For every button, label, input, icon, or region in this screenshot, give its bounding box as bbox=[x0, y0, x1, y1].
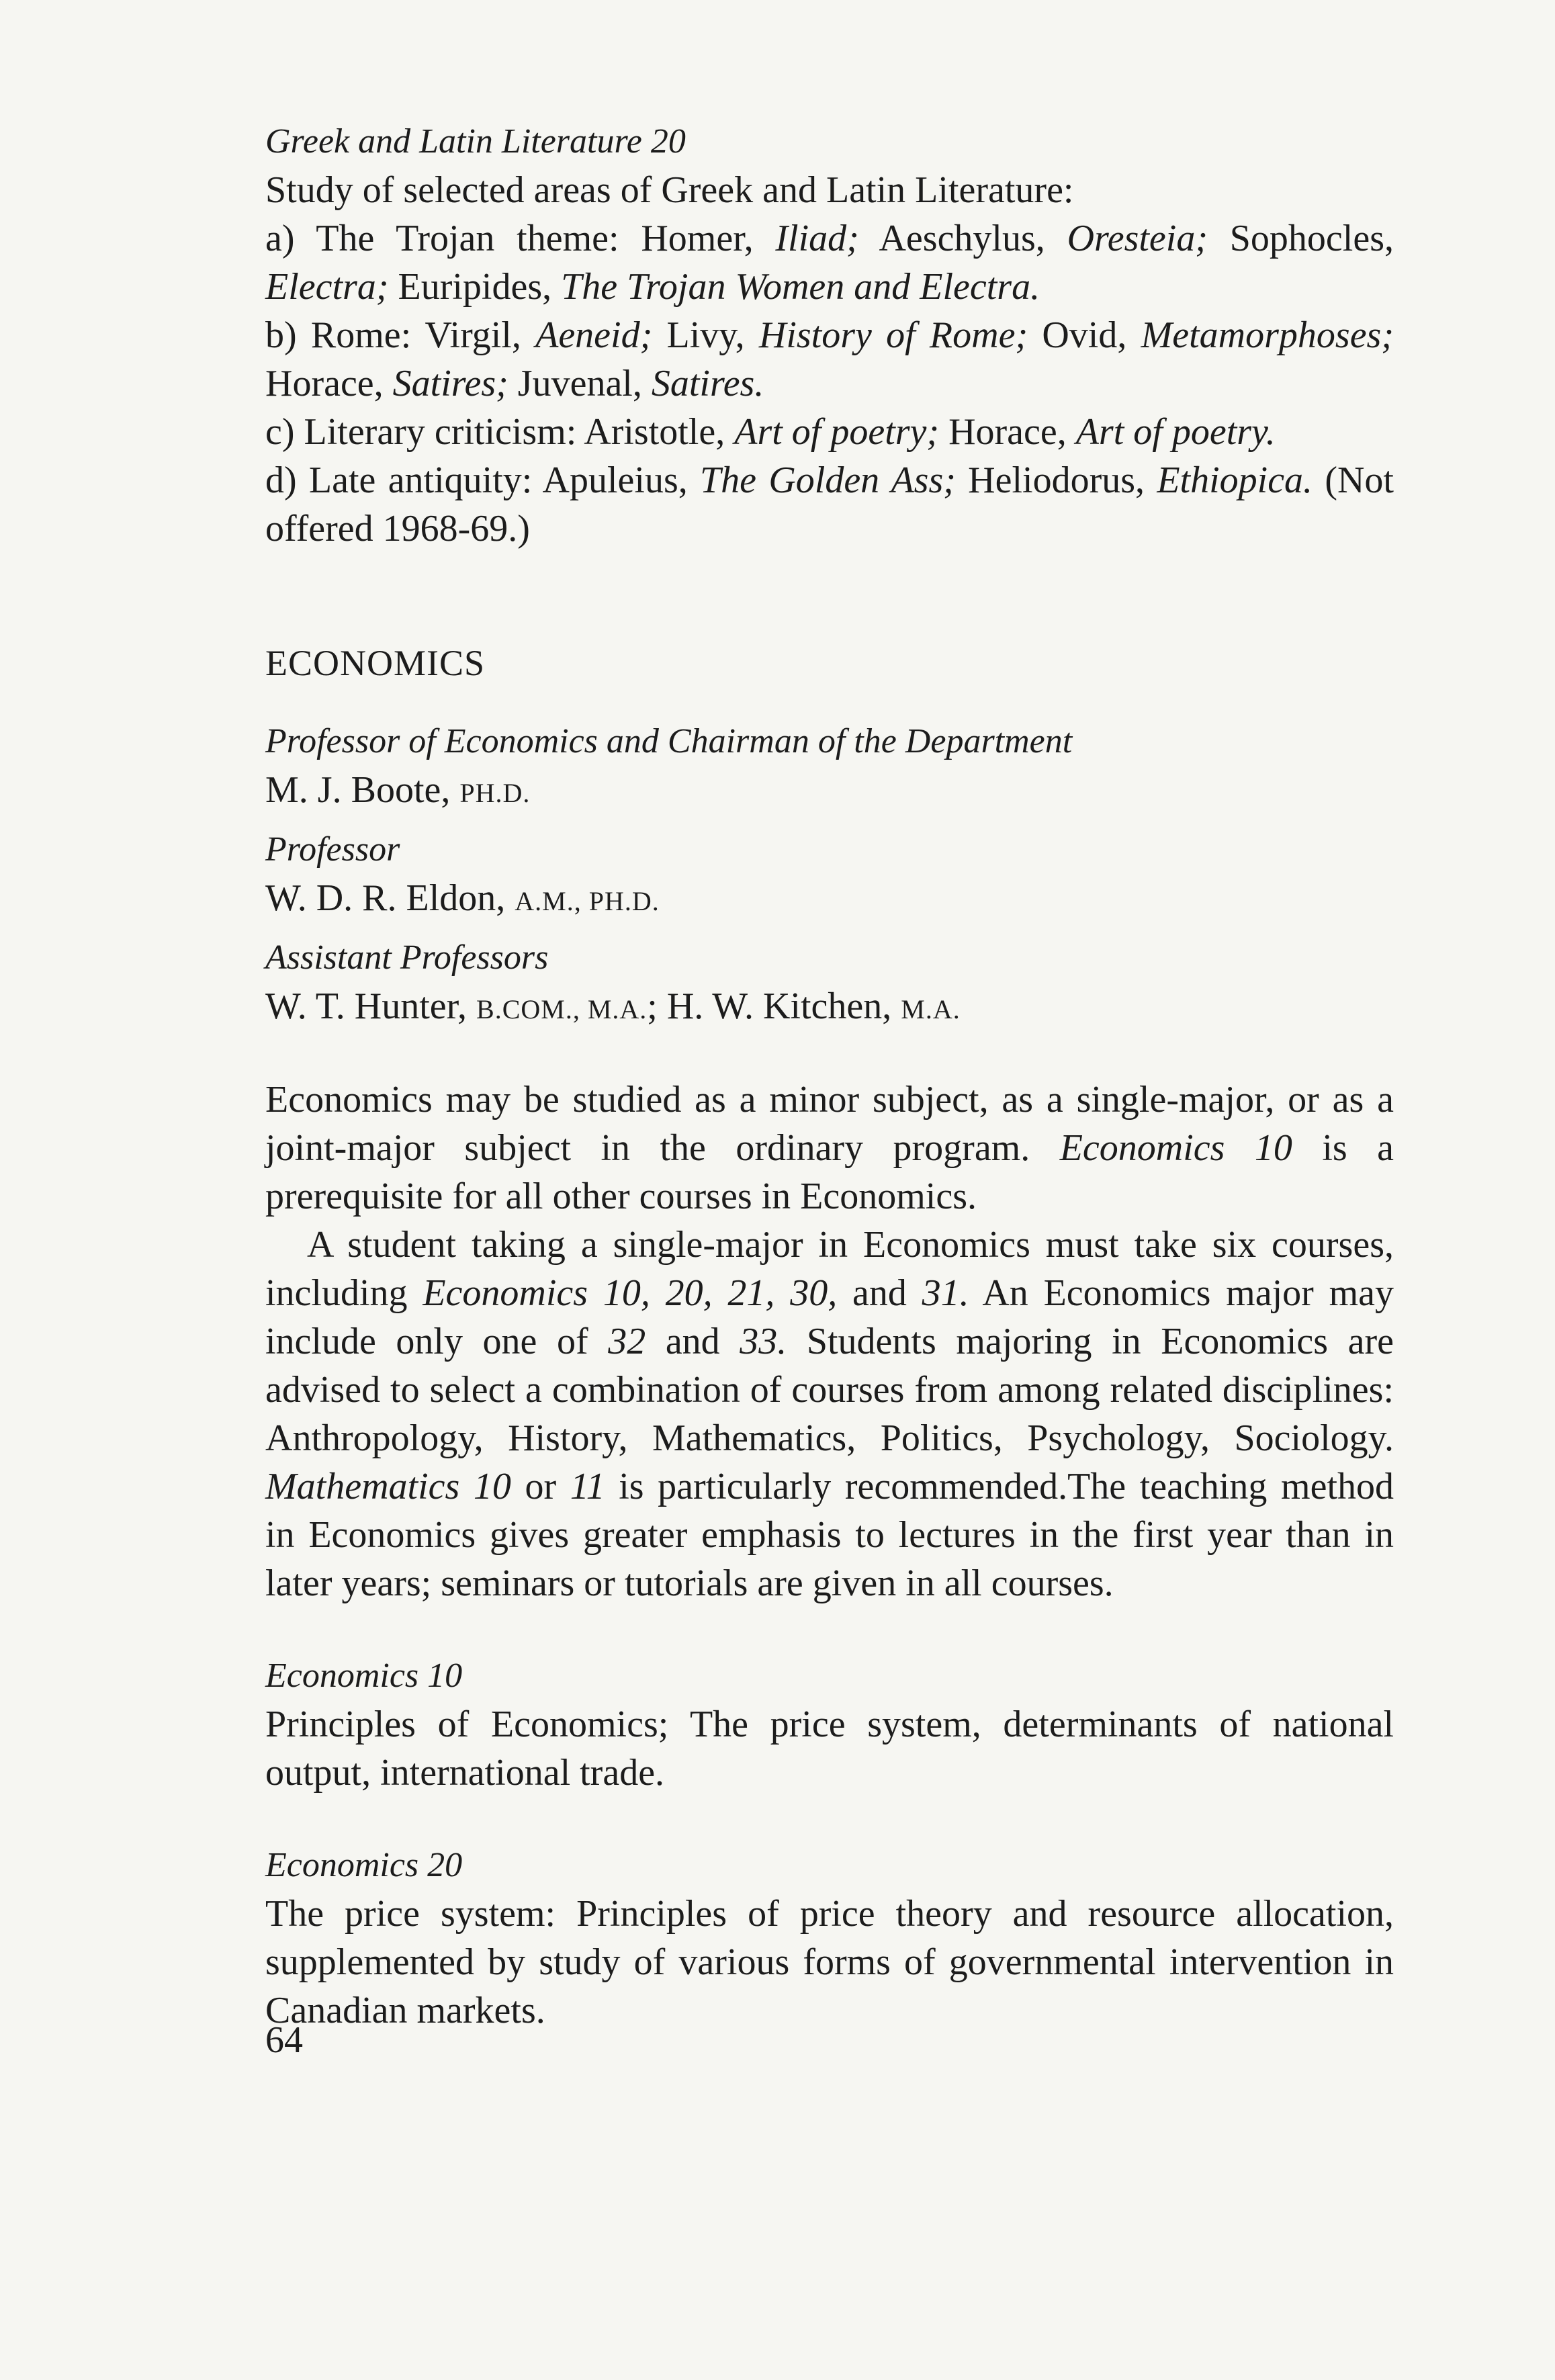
list-item-d bbox=[265, 456, 1394, 553]
text-run: b) Rome: Virgil, bbox=[265, 314, 536, 356]
course-intro: Study of selected areas of Greek and Latin Literature: bbox=[265, 169, 1074, 211]
work-title: Art of poetry. bbox=[1075, 411, 1276, 453]
work-title: Ethiopica. bbox=[1157, 459, 1313, 501]
text-run: Horace, bbox=[939, 411, 1076, 453]
course-ref: 31. bbox=[922, 1272, 969, 1314]
work-title: History of Rome; bbox=[758, 314, 1028, 356]
faculty-name: ; H. W. Kitchen, bbox=[647, 985, 901, 1027]
faculty-credentials: M.A. bbox=[901, 994, 961, 1024]
work-title: Iliad; bbox=[775, 218, 859, 259]
faculty-role: Professor bbox=[265, 830, 400, 869]
list-item-c bbox=[265, 408, 1394, 456]
text-run: Ovid, bbox=[1028, 314, 1141, 356]
faculty-credentials: A.M., PH.D. bbox=[515, 885, 660, 916]
text-run: An Economics major may include only one of bbox=[265, 1272, 1394, 1362]
work-title: The Trojan Women and Electra. bbox=[561, 266, 1040, 308]
faculty-role: Professor of Economics and Chairman of the Department bbox=[265, 721, 1073, 760]
paragraph bbox=[265, 1075, 1394, 1221]
text-run: and bbox=[646, 1320, 740, 1362]
text-run: and bbox=[837, 1272, 922, 1314]
faculty-role: Assistant Professors bbox=[265, 938, 549, 977]
work-title: Oresteia; bbox=[1067, 218, 1208, 259]
course-title: Economics 10 bbox=[265, 1656, 463, 1695]
faculty-member bbox=[265, 766, 1394, 818]
text-run: Euripides, bbox=[388, 266, 562, 308]
course-ref: Economics 10, 20, 21, 30, bbox=[423, 1272, 838, 1314]
text-run: d) Late antiquity: Apuleius, bbox=[265, 459, 701, 501]
faculty-member bbox=[265, 982, 1394, 1034]
text-run: Juvenal, bbox=[508, 363, 652, 404]
greek-latin-section bbox=[265, 118, 1394, 553]
work-title: Metamorphoses; bbox=[1141, 314, 1394, 356]
text-run: c) Literary criticism: Aristotle, bbox=[265, 411, 735, 453]
section-heading: ECONOMICS bbox=[265, 643, 486, 683]
work-title: Electra; bbox=[265, 266, 389, 308]
work-title: Satires; bbox=[392, 363, 508, 404]
page-content bbox=[265, 118, 1394, 2035]
faculty-member bbox=[265, 874, 1394, 926]
text-run: Heliodorus, bbox=[955, 459, 1157, 501]
text-run: is a prerequisite for all other courses in Economics. bbox=[265, 1127, 1394, 1217]
faculty-name: W. D. R. Eldon, bbox=[265, 877, 515, 919]
course-ref: 33. bbox=[740, 1320, 787, 1362]
course-title: Greek and Latin Literature 20 bbox=[265, 122, 686, 161]
course-ref: 11 bbox=[570, 1465, 605, 1507]
faculty-credentials: B.COM., M.A. bbox=[476, 994, 648, 1024]
course-title: Economics 20 bbox=[265, 1845, 463, 1884]
paragraph bbox=[265, 1221, 1394, 1607]
text-run: Horace, bbox=[265, 363, 393, 404]
course-description: Principles of Economics; The price system, determinants of national output, international trade. bbox=[265, 1703, 1394, 1794]
text-run: a) The Trojan theme: Homer, bbox=[265, 218, 776, 259]
work-title: Satires. bbox=[651, 363, 764, 404]
list-item-b bbox=[265, 311, 1394, 408]
faculty-name: W. T. Hunter, bbox=[265, 985, 477, 1027]
faculty-credentials: PH.D. bbox=[459, 777, 531, 808]
course-ref: Economics 10 bbox=[1059, 1127, 1292, 1169]
page-number: 64 bbox=[265, 2019, 303, 2061]
course-ref: 32 bbox=[608, 1320, 646, 1362]
text-run: Sophocles, bbox=[1208, 218, 1394, 259]
list-item-a bbox=[265, 214, 1394, 311]
text-run: Livy, bbox=[652, 314, 759, 356]
work-title: The Golden Ass; bbox=[700, 459, 956, 501]
text-run: is particularly recommended.The teaching method in Economics gives greater emphasis to lectures in the first year than in later years; seminars or tutorials are given in all courses. bbox=[265, 1465, 1394, 1604]
text-run: Aeschylus, bbox=[858, 218, 1067, 259]
course-description: The price system: Principles of price theory and resource allocation, supplemented by study of various forms of governmental intervention in Canadian markets. bbox=[265, 1892, 1394, 2031]
work-title: Art of poetry; bbox=[734, 411, 940, 453]
text-run: (Not offered 1968-69.) bbox=[265, 459, 1394, 549]
text-run: Students majoring in Economics are advised to select a combination of courses from among related disciplines: Anthropology, History, Mathematics, Politics, Psychology, Sociology. bbox=[265, 1320, 1394, 1459]
work-title: Aeneid; bbox=[535, 314, 653, 356]
course-ref: Mathematics 10 bbox=[265, 1465, 511, 1507]
text-run: or bbox=[510, 1465, 570, 1507]
text-run: A student taking a single-major in Economics must take six courses, including bbox=[265, 1223, 1394, 1314]
text-run: Economics may be studied as a minor subject, as a single-major, or as a joint-major subject in the ordinary program. bbox=[265, 1078, 1394, 1169]
economics-section bbox=[265, 639, 1394, 2035]
faculty-name: M. J. Boote, bbox=[265, 768, 460, 811]
